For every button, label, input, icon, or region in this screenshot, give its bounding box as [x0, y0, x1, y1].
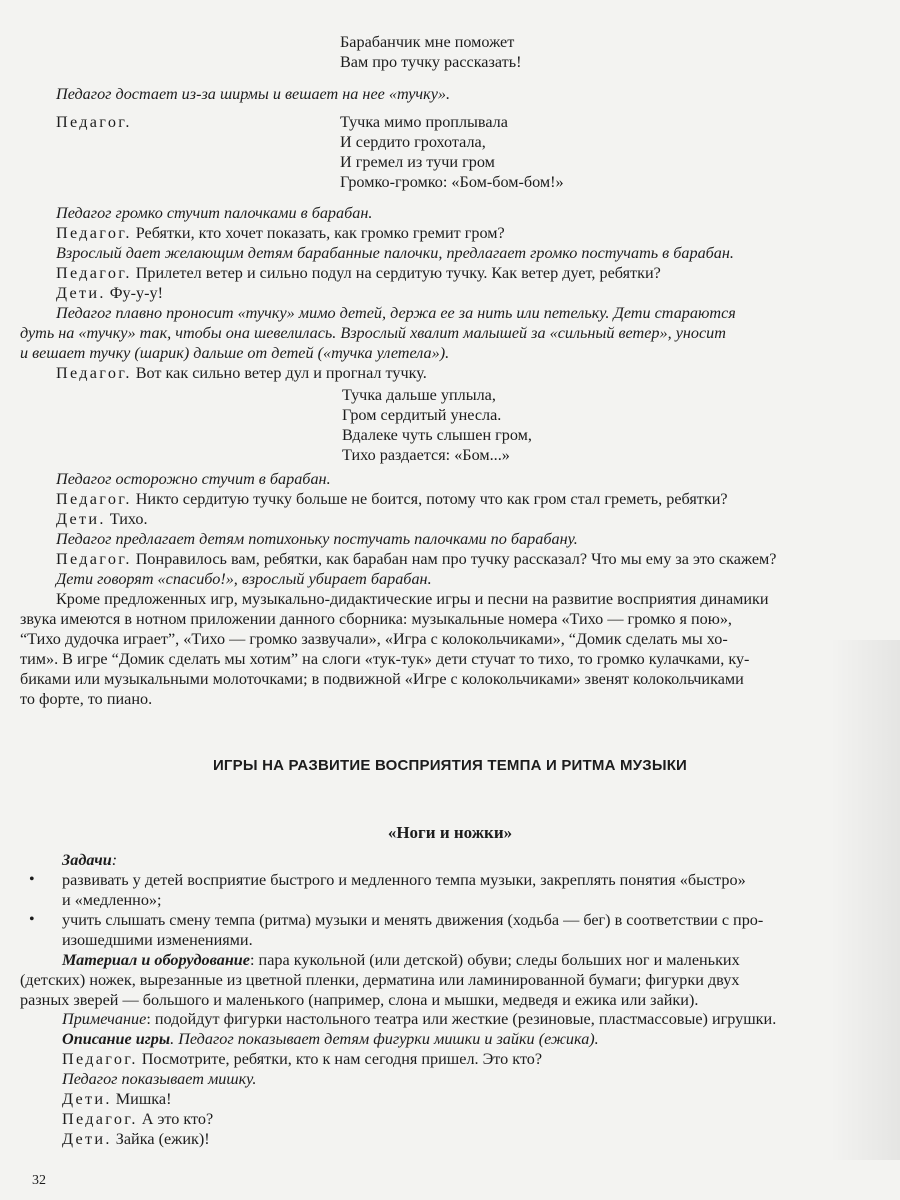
- speaker-label: Педагог.: [56, 224, 132, 242]
- text-line: дуть на «тучку» так, чтобы она шевелилась. Взрослый хвалит малышей за «сильный ветер», уносит: [20, 324, 726, 342]
- speaker-label: Дети.: [62, 1090, 112, 1108]
- text-line: и вешает тучку (шарик) дальше от детей («тучка улетела»).: [20, 344, 450, 362]
- dialog-line: Педагог. Посмотрите, ребятки, кто к нам сегодня пришел. Это кто?: [62, 1050, 543, 1068]
- section-heading: ИГРЫ НА РАЗВИТИЕ ВОСПРИЯТИЯ ТЕМПА И РИТМА МУЗЫКИ: [212, 757, 688, 774]
- text-line: Взрослый дает желающим детям барабанные палочки, предлагает громко постучать в барабан.: [56, 244, 734, 262]
- page-number: 32: [32, 1173, 46, 1188]
- bullet-1-line-2: и «медленно»;: [62, 891, 162, 909]
- speaker-label: Педагог.: [56, 264, 132, 282]
- text-line: Педагог достает из-за ширмы и вешает на нее «тучку».: [56, 85, 451, 103]
- speaker-label: Педагог.: [62, 1110, 138, 1128]
- tasks-label: Задачи: [62, 851, 112, 869]
- text-line: то форте, то пиано.: [20, 690, 153, 708]
- dialog-line: Педагог показывает мишку.: [62, 1070, 257, 1088]
- text-line: тим». В игре “Домик сделать мы хотим” на слоги «тук-тук» дети стучат то тихо, то громко кулачками, ку-: [20, 650, 750, 668]
- text-line: Громко-громко: «Бом-бом-бом!»: [340, 173, 564, 191]
- speaker-label: Дети.: [56, 510, 106, 528]
- text-line: Педагог плавно проносит «тучку» мимо детей, держа ее за нить или петельку. Дети стараются: [56, 304, 736, 322]
- text-line: Педагог. Никто сердитую тучку больше не боится, потому что как гром стал греметь, ребятки?: [56, 490, 728, 508]
- description-label: Описание игры: [62, 1030, 171, 1048]
- text-line: Педагог предлагает детям потихоньку постучать палочками по барабану.: [56, 530, 578, 548]
- note-label: Примечание: [62, 1010, 147, 1028]
- bullet-marker: •: [29, 911, 35, 928]
- speaker-label: Педагог.: [56, 550, 132, 568]
- speaker-label: Педагог.: [56, 364, 132, 382]
- speaker-label: Педагог.: [62, 1050, 138, 1068]
- dialog-line: Педагог. А это кто?: [62, 1110, 214, 1128]
- text-line: Педагог. Ребятки, кто хочет показать, как громко гремит гром?: [56, 224, 505, 242]
- bullet-1-line-1: развивать у детей восприятие быстрого и медленного темпа музыки, закреплять понятия «быстро»: [62, 871, 746, 889]
- text-line: И сердито грохотала,: [340, 133, 486, 151]
- text-line: Тучка мимо проплывала: [340, 113, 508, 131]
- bullet-2-line-2: изошедшими изменениями.: [62, 931, 253, 949]
- text-line: Педагог громко стучит палочками в барабан.: [56, 204, 373, 222]
- note-line: Примечание: подойдут фигурки настольного театра или жесткие (резиновые, пластмассовые) игрушки.: [62, 1010, 777, 1028]
- text-line: Дети. Фу-у-у!: [56, 284, 164, 302]
- text-line: Педагог.: [56, 113, 132, 131]
- text-line: И гремел из тучи гром: [340, 153, 495, 171]
- text-line: Педагог. Понравилось вам, ребятки, как барабан нам про тучку рассказал? Что мы ему за это скажем?: [56, 550, 777, 568]
- text-line: Педагог осторожно стучит в барабан.: [56, 470, 331, 488]
- speaker-label: Дети.: [62, 1130, 112, 1148]
- text-line: Гром сердитый унесла.: [342, 406, 502, 424]
- text-line: Педагог. Вот как сильно ветер дул и прогнал тучку.: [56, 364, 427, 382]
- materials-line-1: Материал и оборудование: пара кукольной (или детской) обуви; следы больших ног и маленьких: [62, 951, 740, 969]
- speaker-label: Педагог.: [56, 490, 132, 508]
- text-line: Барабанчик мне поможет: [340, 33, 515, 51]
- page-edge-shadow: [830, 640, 900, 1160]
- text-line: “Тихо дудочка играет”, «Тихо — громко зазвучали», «Игра с колокольчиками», “Домик сделать мы хо-: [20, 630, 728, 648]
- text-line: Дети. Тихо.: [56, 510, 148, 528]
- tasks-line: Задачи:: [62, 851, 118, 869]
- text-line: звука имеются в нотном приложении данного сборника: музыкальные номера «Тихо — громко я пою»,: [20, 610, 732, 628]
- text-line: Дети говорят «спасибо!», взрослый убирает барабан.: [56, 570, 432, 588]
- dialog-line: Дети. Мишка!: [62, 1090, 172, 1108]
- game-title: «Ноги и ножки»: [387, 823, 513, 842]
- speaker-label: Дети.: [56, 284, 106, 302]
- text-line: Тихо раздается: «Бом...»: [342, 446, 510, 464]
- text-line: Вдалеке чуть слышен гром,: [342, 426, 532, 444]
- materials-label: Материал и оборудование: [62, 951, 250, 969]
- text-line: Кроме предложенных игр, музыкально-дидактические игры и песни на развитие восприятия динамики: [56, 590, 769, 608]
- text-line: Тучка дальше уплыла,: [342, 386, 496, 404]
- text-line: биками или музыкальными молоточками; в подвижной «Игре с колокольчиками» звенят колокольчиками: [20, 670, 744, 688]
- materials-line-2: (детских) ножек, вырезанные из цветной пленки, дерматина или ламинированной бумаги; фигурки двух: [20, 971, 740, 989]
- bullet-2-line-1: учить слышать смену темпа (ритма) музыки и менять движения (ходьба — бег) в соответствии с про-: [62, 911, 764, 929]
- bullet-marker: •: [29, 871, 35, 888]
- text-line: Педагог. Прилетел ветер и сильно подул на сердитую тучку. Как ветер дует, ребятки?: [56, 264, 661, 282]
- text-line: Вам про тучку рассказать!: [340, 53, 522, 71]
- dialog-line: Дети. Зайка (ежик)!: [62, 1130, 210, 1148]
- description-line: Описание игры. Педагог показывает детям фигурки мишки и зайки (ежика).: [62, 1030, 599, 1048]
- materials-line-3: разных зверей — большого и маленького (например, слона и мышки, медведя и ежика или зайки).: [20, 991, 699, 1009]
